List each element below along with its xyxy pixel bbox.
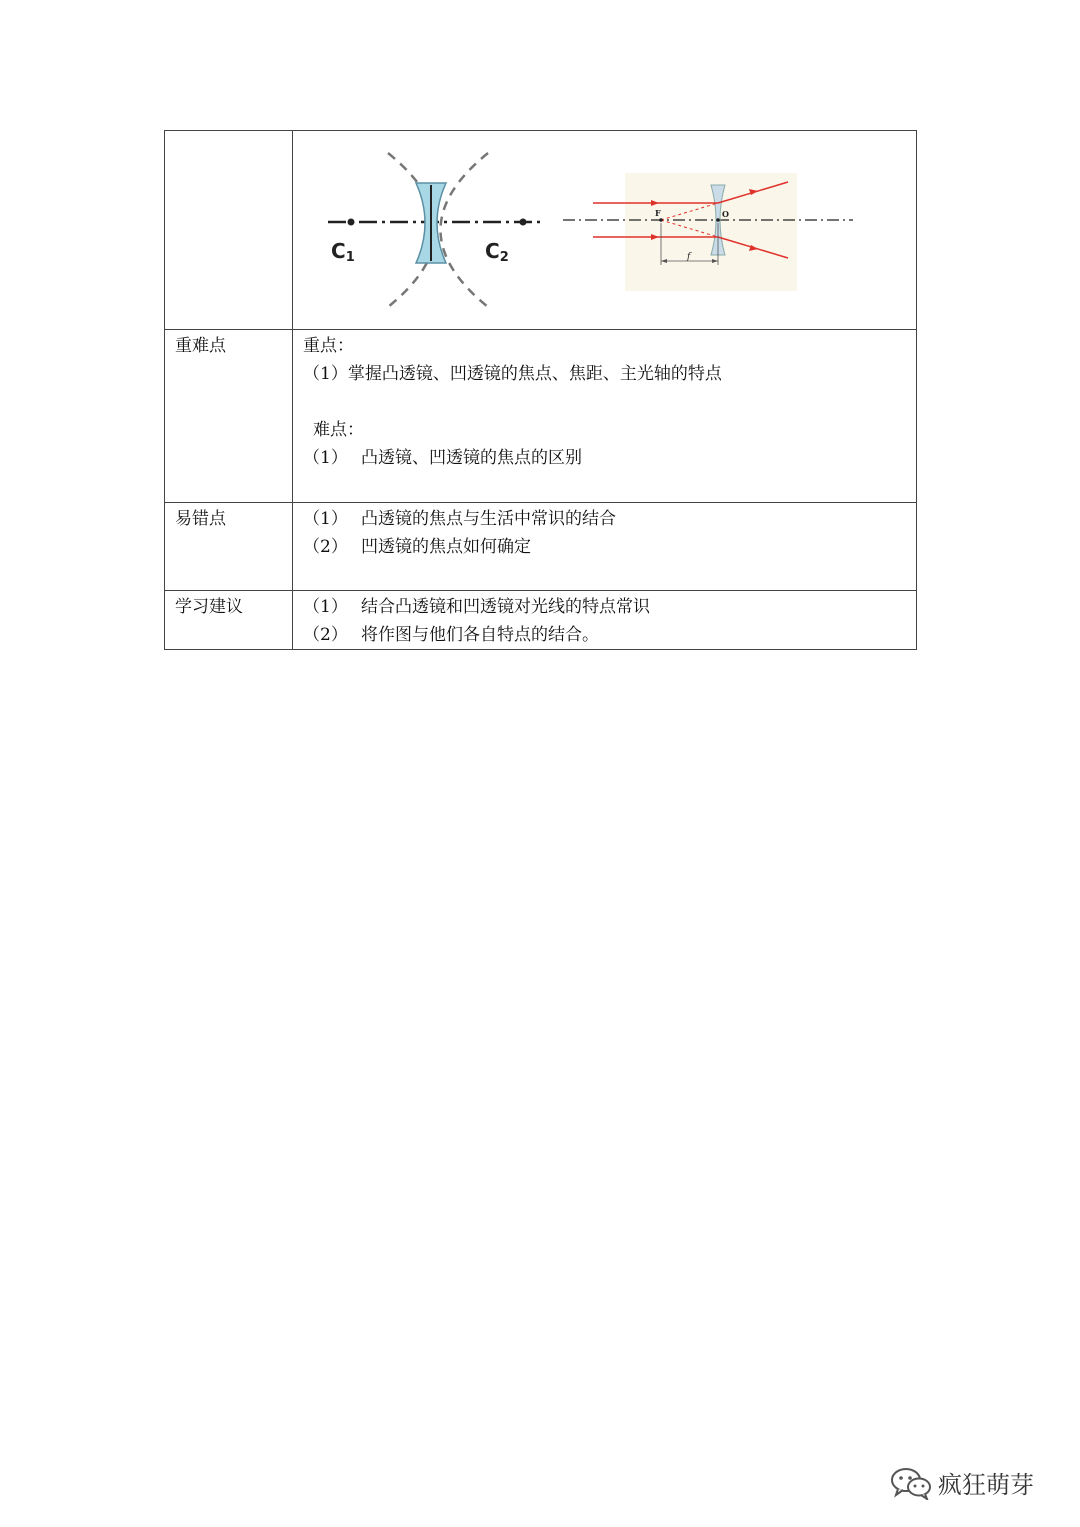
c2-label: C2 (485, 239, 509, 265)
focal-length-label: f (687, 252, 691, 262)
focus-point (659, 218, 663, 222)
list-item (303, 593, 916, 621)
wechat-icon (890, 1466, 932, 1500)
error-item-number: （1） (303, 509, 348, 529)
common-errors-row (165, 503, 917, 591)
common-errors-label: 易错点 (165, 503, 293, 591)
c1-point (348, 219, 355, 226)
concave-lens-curvature-diagram (313, 145, 543, 315)
error-item-text: 凸透镜的焦点与生活中常识的结合 (361, 509, 616, 529)
lesson-table (164, 130, 917, 650)
common-errors-content (293, 503, 917, 591)
advice-item-number: （1） (303, 597, 348, 617)
center-label: O (722, 209, 729, 219)
list-item (303, 505, 916, 533)
focus-label: F (655, 208, 661, 218)
c1-label: C1 (331, 239, 355, 265)
c2-point (520, 219, 527, 226)
figures-cell (293, 131, 917, 330)
key-points-content (293, 330, 917, 503)
advice-item-text: 结合凸透镜和凹透镜对光线的特点常识 (361, 597, 650, 617)
focus-item (303, 360, 916, 388)
study-advice-row (165, 591, 917, 650)
focus-item-text: 掌握凸透镜、凹透镜的焦点、焦距、主光轴的特点 (347, 364, 722, 384)
difficulty-item-text: 凸透镜、凹透镜的焦点的区别 (361, 448, 582, 468)
list-item (303, 621, 916, 649)
advice-item-number: （2） (303, 625, 348, 645)
difficulty-title: 难点： (313, 420, 364, 440)
focus-title: 重点： (303, 336, 354, 356)
key-points-label: 重难点 (165, 330, 293, 503)
watermark-text: 疯狂萌芽 (938, 1471, 1034, 1499)
focus-item-number: （1） (303, 364, 348, 384)
error-item-number: （2） (303, 537, 348, 557)
study-advice-label: 学习建议 (165, 591, 293, 650)
figures-label-cell (165, 131, 293, 330)
advice-item-text: 将作图与他们各自特点的结合。 (361, 625, 599, 645)
study-advice-content (293, 591, 917, 650)
concave-lens-ray-diagram (563, 173, 858, 293)
list-item (303, 533, 916, 561)
error-item-text: 凹透镜的焦点如何确定 (361, 537, 531, 557)
ray-diagram-background (625, 173, 797, 291)
figures-row (165, 131, 917, 330)
watermark (890, 1465, 1034, 1500)
difficulty-item-number: （1） (303, 448, 348, 468)
right-curvature-arc (441, 153, 489, 307)
key-points-row (165, 330, 917, 503)
difficulty-item (303, 444, 916, 472)
optical-center-point (716, 218, 720, 222)
